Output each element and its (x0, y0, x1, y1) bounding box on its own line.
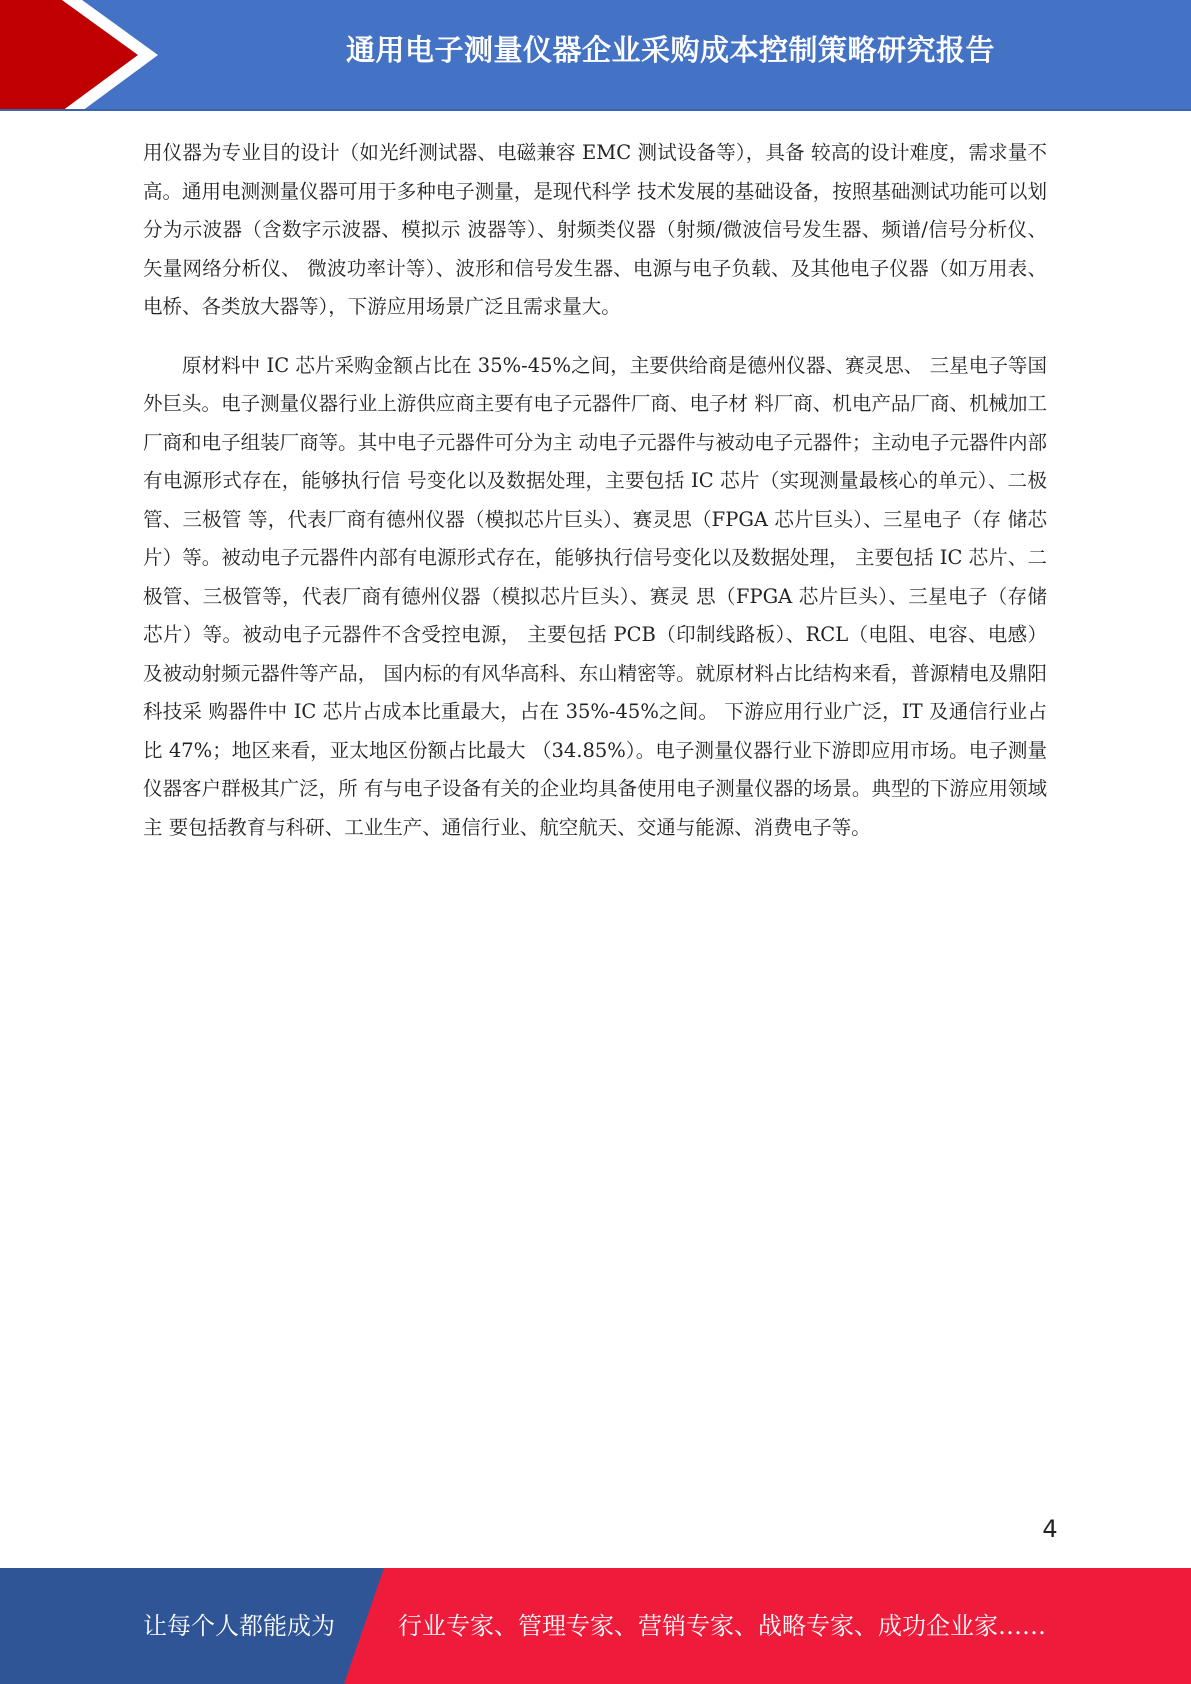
header-red-arrow (0, 0, 138, 111)
header-bottom-line (0, 109, 1191, 111)
paragraph-2: 原材料中 IC 芯片采购金额占比在 35%-45%之间，主要供给商是德州仪器、赛灵思、 三星电子等国外巨头。电子测量仪器行业上游供应商主要有电子元器件厂商、电子材 料厂商、机电产品厂商、机械加工厂商和电子组装厂商等。其中电子元器件可分为主 动电子元器件与被动电子元器件；主动电子元器件内部有电源形式存在，能够执行信 号变化以及数据处理，主要包括 IC 芯片（实现测量最核心的单元）、二极管、三极管 等，代表厂商有德州仪器（模拟芯片巨头）、赛灵思（FPGA 芯片巨头）、三星电子（存 储芯片）等。被动电子元器件内部有电源形式存在，能够执行信号变化以及数据处理， 主要包括 IC 芯片、二极管、三极管等，代表厂商有德州仪器（模拟芯片巨头）、赛灵 思（FPGA 芯片巨头）、三星电子（存储芯片）等。被动电子元器件不含受控电源， 主要包括 PCB（印制线路板）、RCL（电阻、电容、电感）及被动射频元器件等产品， 国内标的有风华高科、东山精密等。就原材料占比结构来看，普源精电及鼎阳科技采 购器件中 IC 芯片占成本比重最大，占在 35%-45%之间。 下游应用行业广泛，IT 及通信行业占比 47%；地区来看，亚太地区份额占比最大 （34.85%）。电子测量仪器行业下游即应用市场。电子测量仪器客户群极其广泛，所 有与电子设备有关的企业均具备使用电子测量仪器的场景。典型的下游应用领域主 要包括教育与科研、工业生产、通信行业、航空航天、交通与能源、消费电子等。 (143, 353, 1047, 839)
report-title: 通用电子测量仪器企业采购成本控制策略研究报告 (345, 33, 995, 67)
page-footer (0, 1568, 1191, 1684)
paragraph-1: 用仪器为专业目的设计（如光纤测试器、电磁兼容 EMC 测试设备等），具备 较高的设计难度，需求量不高。通用电测测量仪器可用于多种电子测量，是现代科学 技术发展的基础设备，按照基础测试功能可以划分为示波器（含数字示波器、模拟示 波器等）、射频类仪器（射频/微波信号发生器、频谱/信号分析仪、矢量网络分析仪、 微波功率计等）、波形和信号发生器、电源与电子负载、及其他电子仪器（如万用表、 电桥、各类放大器等），下游应用场景广泛且需求量大。 (143, 141, 1047, 318)
footer-slogan-left: 让每个人都能成为 (143, 1612, 335, 1640)
footer-slogan-right: 行业专家、管理专家、营销专家、战略专家、成功企业家…… (398, 1612, 1046, 1640)
body-text (143, 134, 1047, 847)
page-header (0, 0, 1191, 111)
page-number: 4 (1042, 1515, 1058, 1543)
